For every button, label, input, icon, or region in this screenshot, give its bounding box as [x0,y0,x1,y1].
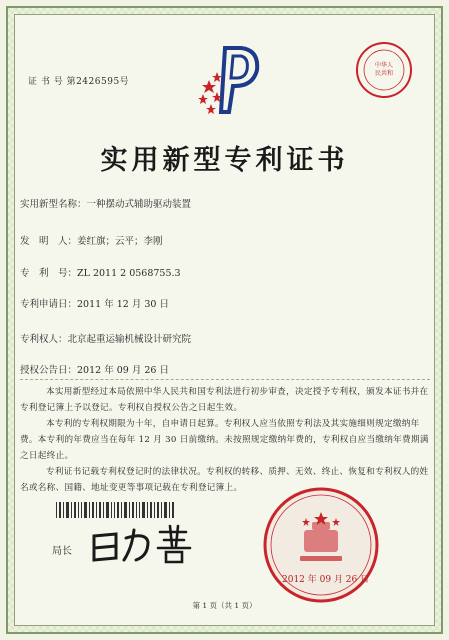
patent-number-value: ZL 2011 2 0568755.3 [77,268,181,279]
grant-date-label: 授权公告日： [20,365,78,376]
grant-date-row [20,362,169,376]
page-footer: 第 1 页（共 1 页） [192,601,257,610]
inventor-label: 发 明 人： [20,236,78,247]
barcode-icon [56,502,176,518]
patentee-label: 专利权人： [20,334,68,345]
patent-office-emblem-icon [195,42,265,116]
patent-number-label: 专 利 号： [20,268,78,279]
utility-model-name-value: 一种摆动式辅助驱动装置 [86,199,192,210]
filing-date-label: 专利申请日： [20,299,78,310]
patent-number-row [20,265,181,279]
certificate-title: 实用新型专利证书 [100,145,349,176]
paragraph-2: 本专利的专利权期限为十年，自申请日起算。专利权人应当依照专利法及其实施细则规定缴纳年费。本专利的年费应当在每年 12 月 30 日前缴纳。未按照规定缴纳年费的，专利权自应当缴纳年费期满之日起终止。 [20,419,429,461]
grant-date-value: 2012 年 09 月 26 日 [77,365,169,376]
separator-line [20,379,430,380]
patentee-value: 北京起重运输机械设计研究院 [67,334,192,345]
svg-text:中华人: 中华人 [374,62,394,69]
inventor-row [20,233,163,247]
paragraph-1: 本实用新型经过本局依照中华人民共和国专利法进行初步审查，决定授予专利权，颁发本证书并在专利登记簿上予以登记。专利权自授权公告之日起生效。 [20,387,429,413]
utility-model-name-row [20,196,191,210]
utility-model-name-label: 实用新型名称： [20,199,87,210]
certificate-number: 证 书 号 第2426595号 [28,77,130,87]
top-official-seal-icon [354,40,414,100]
filing-date-value: 2011 年 12 月 30 日 [77,299,169,310]
svg-text:民共和: 民共和 [374,70,394,77]
director-label: 局长 [52,546,72,557]
patentee-row [20,331,191,345]
director-signature-icon [86,522,206,566]
filing-date-row [20,296,169,310]
inventor-value: 姜红旗；云平；李刚 [77,236,163,247]
paragraph-3: 专利证书记载专利权登记时的法律状况。专利权的转移、质押、无效、终止、恢复和专利权人的姓名或名称、国籍、地址变更等事项记载在专利登记簿上。 [20,467,429,493]
official-red-seal-icon [262,486,380,604]
seal-date: 2012 年 09 月 26 日 [282,575,370,585]
